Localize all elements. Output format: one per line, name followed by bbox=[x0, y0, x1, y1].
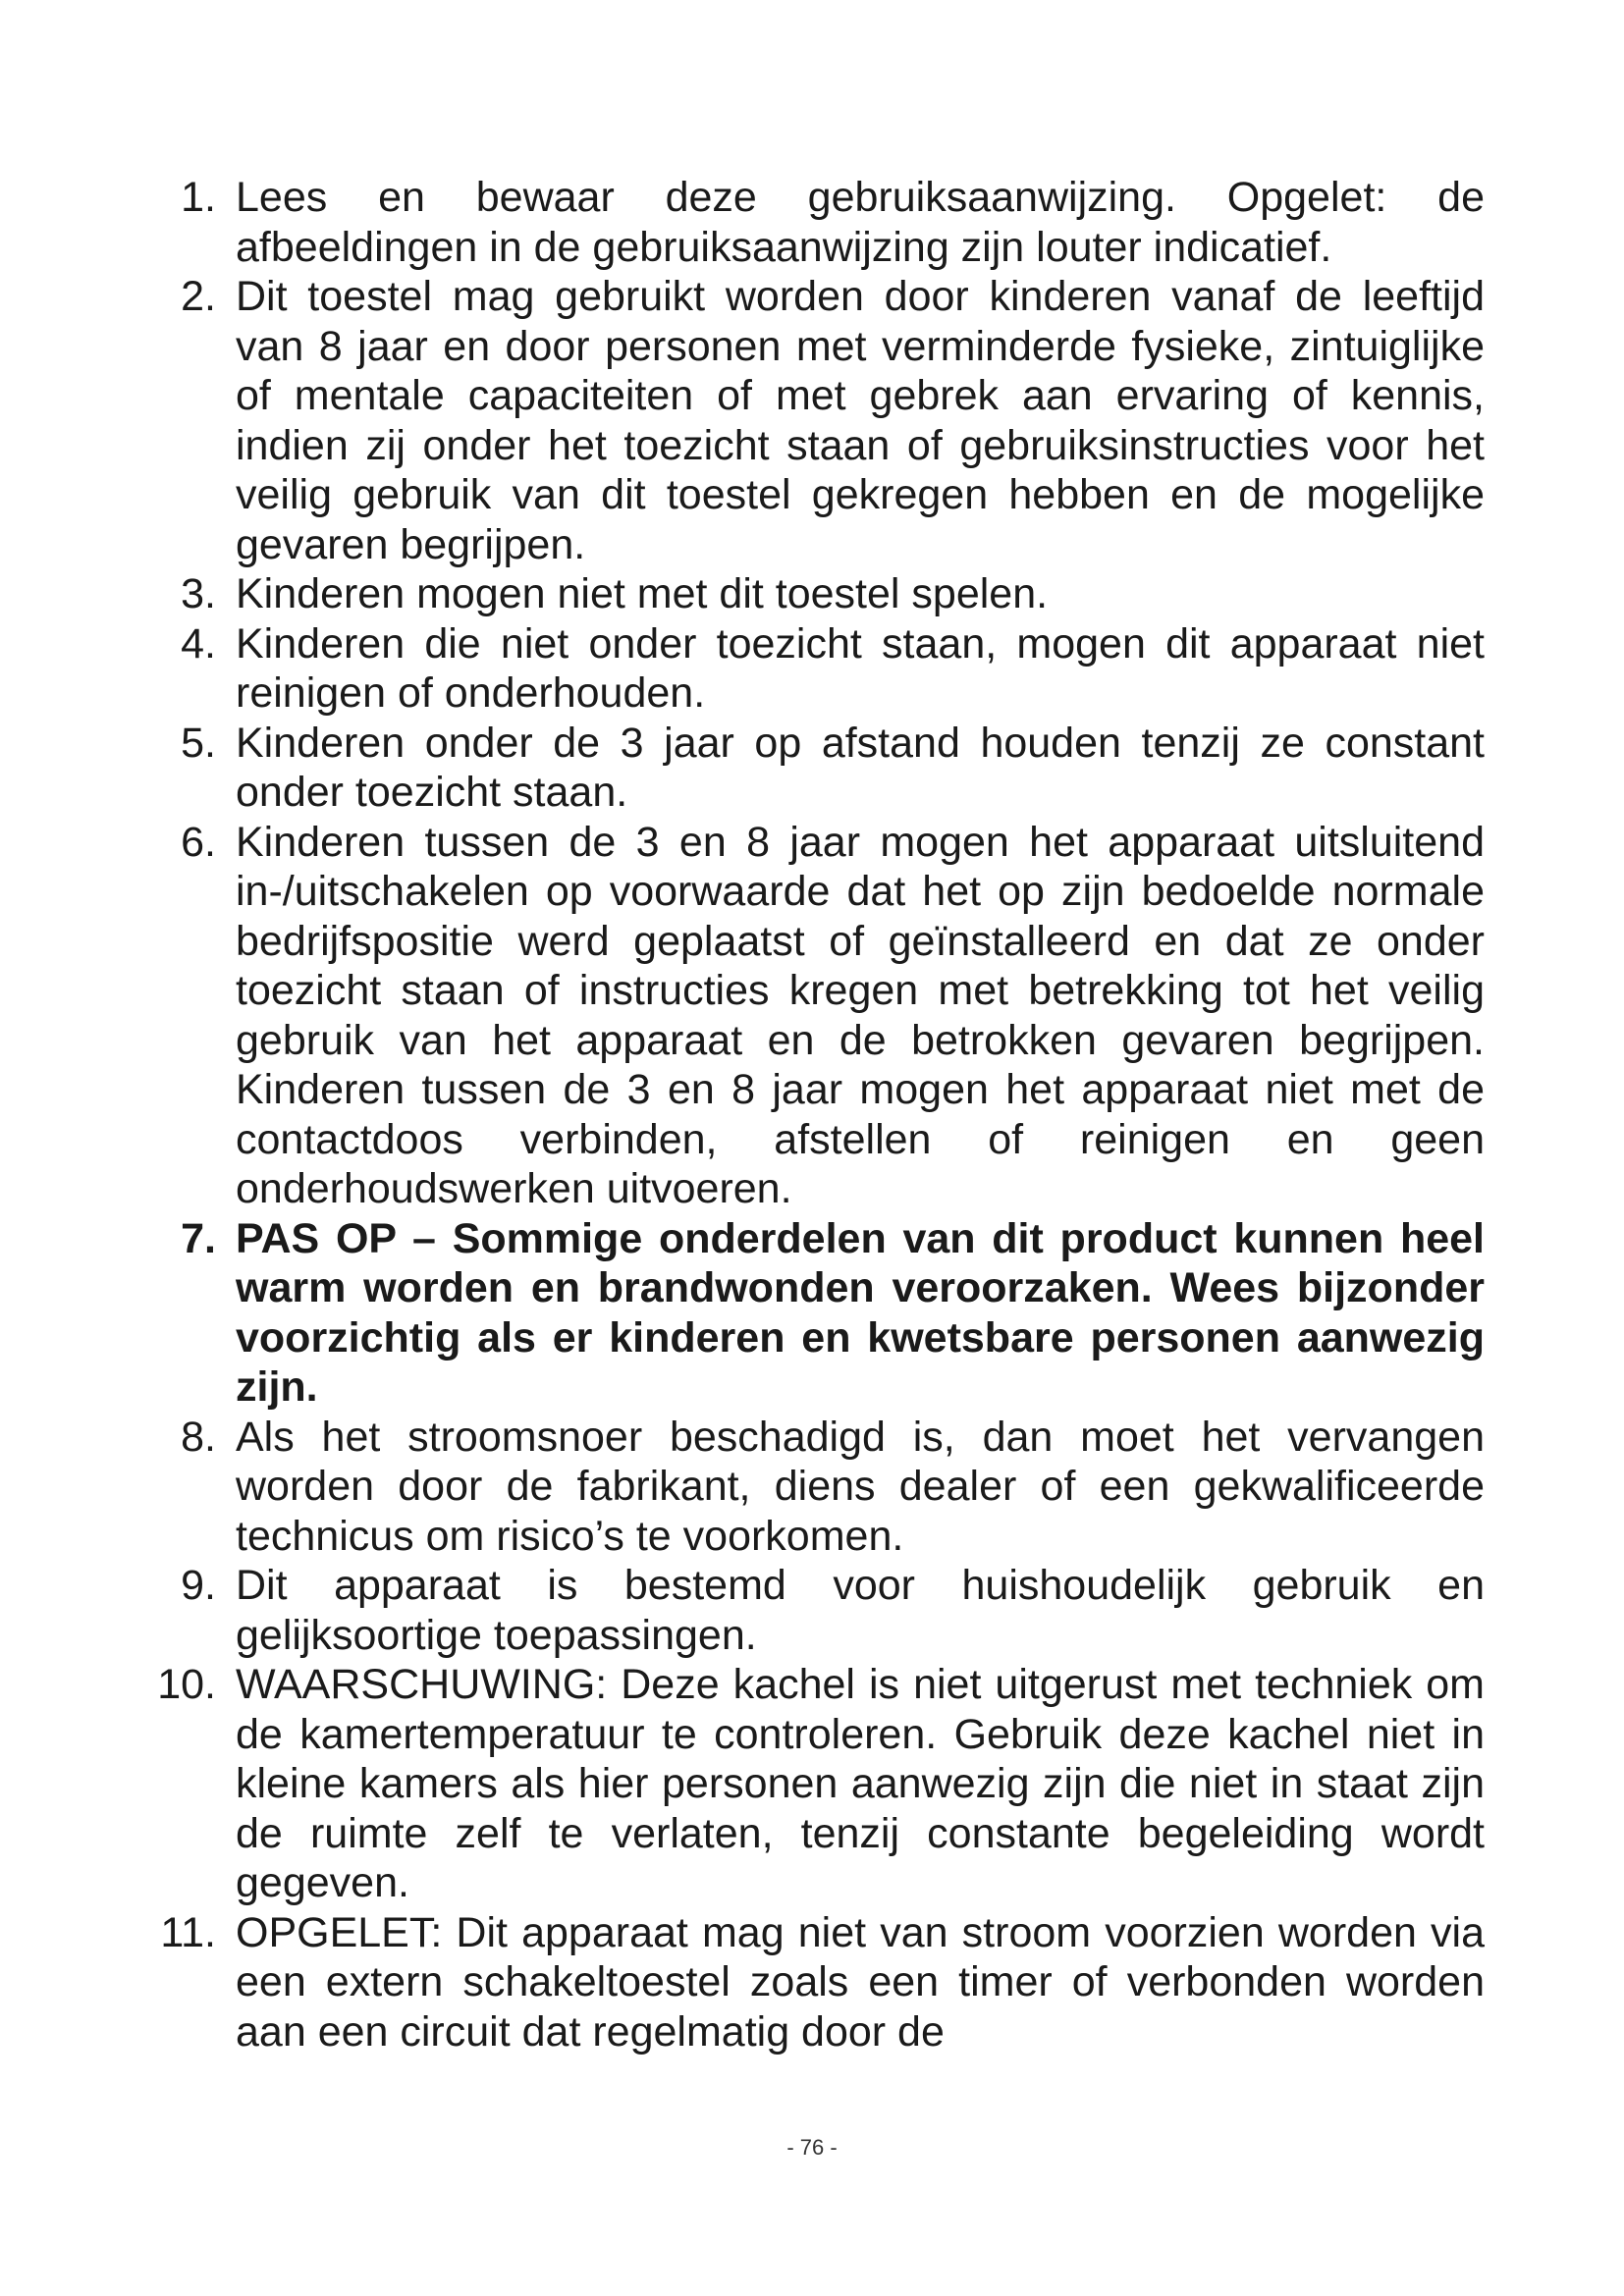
list-item-text: Kinderen die niet onder toezicht staan, mogen dit apparaat niet reinigen of onderhouden. bbox=[236, 619, 1485, 717]
list-item-number: 6. bbox=[181, 818, 216, 866]
list-item bbox=[137, 1908, 1485, 2057]
list-item-number: 4. bbox=[181, 619, 216, 667]
warning-list-item bbox=[137, 1214, 1485, 1413]
list-item bbox=[137, 1660, 1485, 1908]
list-item-number: 5. bbox=[181, 719, 216, 767]
page-number: - 76 - bbox=[786, 2135, 838, 2160]
list-item-number: 8. bbox=[181, 1413, 216, 1461]
list-item-text: Kinderen onder de 3 jaar op afstand houden tenzij ze constant onder toezicht staan. bbox=[236, 719, 1485, 816]
list-item bbox=[137, 173, 1485, 272]
list-item bbox=[137, 569, 1485, 619]
list-item-text: Kinderen mogen niet met dit toestel spelen. bbox=[236, 570, 1049, 617]
list-item-number: 9. bbox=[181, 1562, 216, 1609]
safety-instructions-list bbox=[137, 173, 1485, 2056]
list-item-text: Lees en bewaar deze gebruiksaanwijzing. Opgelet: de afbeeldingen in de gebruiksaanwijzing zijn louter indicatief. bbox=[236, 174, 1485, 271]
list-item bbox=[137, 1561, 1485, 1660]
list-item-text: WAARSCHUWING: Deze kachel is niet uitgerust met techniek om de kamertemperatuur te controleren. Gebruik deze kachel niet in kleine kamers als hier personen aanwezig zijn die niet in staat zijn de ruimte zelf te verlaten, tenzij constante begeleiding wordt gegeven. bbox=[236, 1661, 1485, 1906]
list-item-number: 10. bbox=[157, 1661, 216, 1708]
list-item-number: 7. bbox=[181, 1214, 216, 1262]
list-item-number: 2. bbox=[181, 273, 216, 320]
list-item bbox=[137, 1413, 1485, 1562]
list-item bbox=[137, 619, 1485, 719]
list-item-number: 3. bbox=[181, 570, 216, 617]
list-item bbox=[137, 272, 1485, 569]
list-item-text: Dit apparaat is bestemd voor huishoudelijk gebruik en gelijksoortige toepassingen. bbox=[236, 1562, 1485, 1659]
list-item-text: Dit toestel mag gebruikt worden door kinderen vanaf de leeftijd van 8 jaar en door personen met verminderde fysieke, zintuiglijke of mentale capaciteiten of met gebrek aan ervaring of kennis, indien zij onder het toezicht staan of gebruiksinstructies voor het veilig gebruik van dit toestel gekregen hebben en de mogelijke gevaren begrijpen. bbox=[236, 273, 1485, 568]
list-item bbox=[137, 719, 1485, 818]
warning-text: PAS OP – Sommige onderdelen van dit product kunnen heel warm worden en brandwonden veroorzaken. Wees bijzonder voorzichtig als er kinderen en kwetsbare personen aanwezig zijn. bbox=[236, 1214, 1485, 1411]
list-item-text: OPGELET: Dit apparaat mag niet van stroom voorzien worden via een extern schakeltoestel zoals een timer of verbonden worden aan een circuit dat regelmatig door de bbox=[236, 1908, 1485, 2056]
list-item-number: 1. bbox=[181, 174, 216, 221]
list-item bbox=[137, 818, 1485, 1214]
list-item-text: Als het stroomsnoer beschadigd is, dan moet het vervangen worden door de fabrikant, diens dealer of een gekwalificeerde technicus om risico’s te voorkomen. bbox=[236, 1413, 1485, 1560]
list-item-text: Kinderen tussen de 3 en 8 jaar mogen het apparaat uitsluitend in-/uitschakelen op voorwaarde dat het op zijn bedoelde normale bedrijfspositie werd geplaatst of geïnstalleerd en dat ze onder toezicht staan of instructies kregen met betrekking tot het veilig gebruik van het apparaat en de betrokken gevaren begrijpen. Kinderen tussen de 3 en 8 jaar mogen het apparaat niet met de contactdoos verbinden, afstellen of reinigen en geen onderhoudswerken uitvoeren. bbox=[236, 818, 1485, 1212]
list-item-number: 11. bbox=[160, 1908, 216, 1956]
